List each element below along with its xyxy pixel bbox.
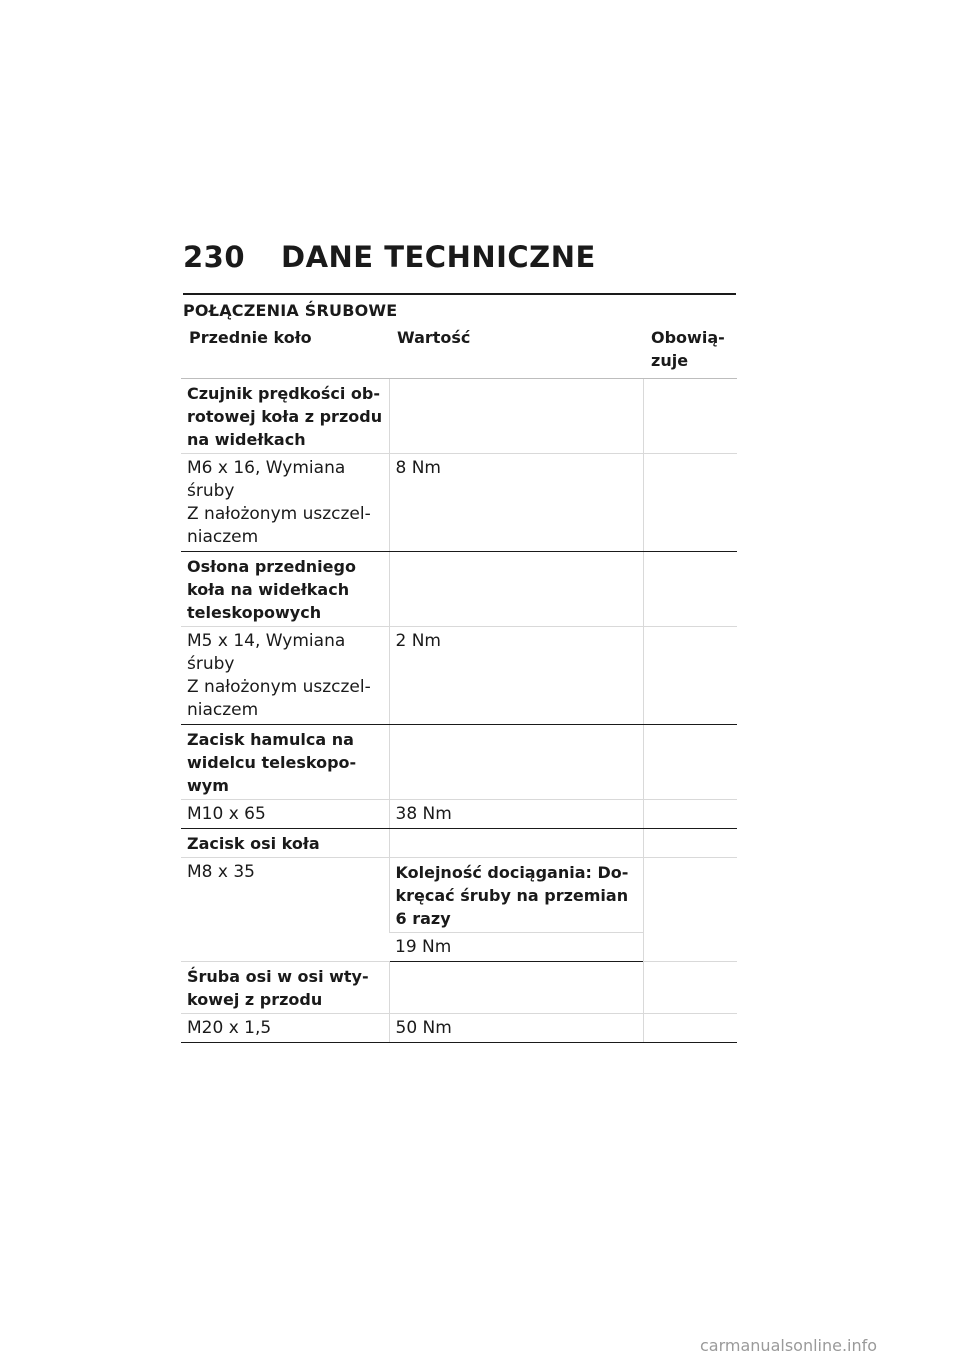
applies-cell bbox=[643, 725, 737, 800]
part-name bbox=[181, 962, 389, 1014]
part-name-line: widelcu teleskopo- bbox=[187, 753, 357, 772]
value-cell: 2 Nm bbox=[389, 627, 643, 725]
section-title: POŁĄCZENIA ŚRUBOWE bbox=[183, 293, 736, 320]
applies-cell bbox=[643, 1014, 737, 1043]
part-name-line: na widełkach bbox=[187, 430, 306, 449]
spec-line: Z nałożonym uszczel- bbox=[187, 677, 371, 697]
watermark-link[interactable]: carmanualsonline.info bbox=[700, 1336, 878, 1355]
spec-cell: M10 x 65 bbox=[181, 800, 389, 829]
applies-cell bbox=[643, 454, 737, 552]
spec-line: Z nałożonym uszczel- bbox=[187, 504, 371, 524]
applies-cell bbox=[643, 829, 737, 858]
table-row bbox=[181, 725, 737, 800]
value-cell bbox=[389, 725, 643, 800]
spec-line: M6 x 16, Wymiana bbox=[187, 458, 346, 478]
column-header-value: Wartość bbox=[389, 326, 643, 379]
value-cell: 19 Nm bbox=[389, 933, 643, 962]
applies-cell bbox=[643, 379, 737, 454]
table-row bbox=[181, 962, 737, 1014]
applies-cell bbox=[643, 627, 737, 725]
part-name bbox=[181, 725, 389, 800]
table-row bbox=[181, 379, 737, 454]
chapter-title: DANE TECHNICZNE bbox=[281, 240, 596, 274]
column-header-part: Przednie koło bbox=[181, 326, 389, 379]
part-name-line: koła na widełkach bbox=[187, 580, 350, 599]
spec-cell: M20 x 1,5 bbox=[181, 1014, 389, 1043]
part-name-line: kowej z przodu bbox=[187, 990, 323, 1009]
spec-cell: M8 x 35 bbox=[181, 858, 389, 962]
spec-line: M5 x 14, Wymiana bbox=[187, 631, 346, 651]
column-header-applies bbox=[643, 326, 737, 379]
spec-cell bbox=[181, 454, 389, 552]
table-row bbox=[181, 1014, 737, 1043]
part-name: Zacisk osi koła bbox=[181, 829, 389, 858]
applies-cell bbox=[643, 800, 737, 829]
value-cell: 50 Nm bbox=[389, 1014, 643, 1043]
part-name-line: Zacisk hamulca na bbox=[187, 730, 354, 749]
torque-table bbox=[181, 326, 737, 1043]
value-cell bbox=[389, 379, 643, 454]
table-row bbox=[181, 829, 737, 858]
column-header-applies-line-1: Obowią- bbox=[651, 328, 725, 347]
applies-cell bbox=[643, 858, 737, 962]
part-name-line: wym bbox=[187, 776, 229, 795]
value-cell: 38 Nm bbox=[389, 800, 643, 829]
value-cell bbox=[389, 962, 643, 1014]
note-line: kręcać śruby na przemian bbox=[395, 886, 629, 905]
table-row bbox=[181, 454, 737, 552]
value-cell bbox=[389, 829, 643, 858]
spec-cell bbox=[181, 627, 389, 725]
note-line: Kolejność dociągania: Do- bbox=[395, 863, 629, 882]
applies-cell bbox=[643, 962, 737, 1014]
applies-cell bbox=[643, 552, 737, 627]
table-row bbox=[181, 858, 737, 933]
part-name-line: rotowej koła z przodu bbox=[187, 407, 383, 426]
part-name-line: teleskopowych bbox=[187, 603, 322, 622]
table-row bbox=[181, 800, 737, 829]
part-name bbox=[181, 552, 389, 627]
spec-line: śruby bbox=[187, 481, 235, 501]
page-number: 230 bbox=[183, 240, 246, 274]
table-header-row bbox=[181, 326, 737, 379]
page-header bbox=[183, 240, 743, 274]
part-name-line: Śruba osi w osi wty- bbox=[187, 967, 369, 986]
part-name-line: Czujnik prędkości ob- bbox=[187, 384, 381, 403]
column-header-applies-line-2: zuje bbox=[651, 351, 689, 370]
value-cell: 8 Nm bbox=[389, 454, 643, 552]
spec-line: niaczem bbox=[187, 700, 259, 720]
part-name bbox=[181, 379, 389, 454]
spec-line: niaczem bbox=[187, 527, 259, 547]
tightening-sequence-note bbox=[389, 858, 643, 933]
table-row bbox=[181, 552, 737, 627]
table-row bbox=[181, 627, 737, 725]
value-cell bbox=[389, 552, 643, 627]
part-name-line: Osłona przedniego bbox=[187, 557, 356, 576]
spec-line: śruby bbox=[187, 654, 235, 674]
note-line: 6 razy bbox=[395, 909, 451, 928]
